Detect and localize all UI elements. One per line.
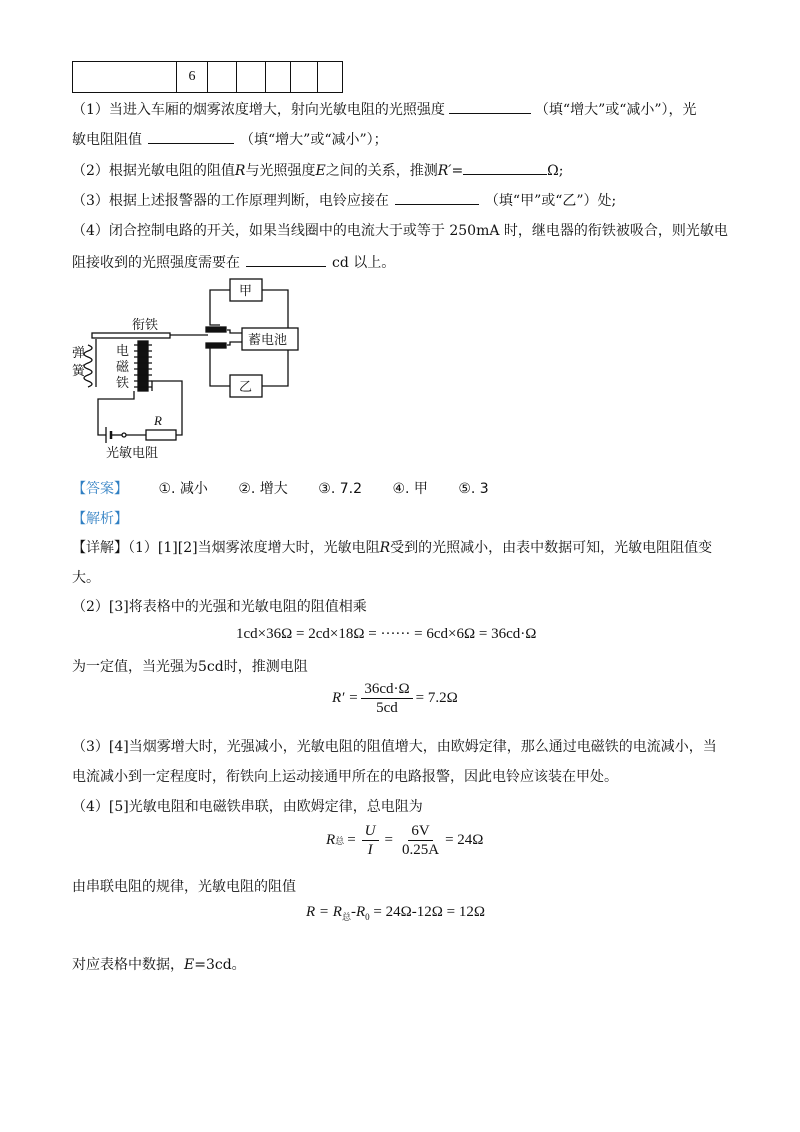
contact-lower xyxy=(206,343,226,348)
equation-1: 1cd×36Ω = 2cd×18Ω = ······ = 6cd×6Ω = 36cd·Ω xyxy=(236,626,537,642)
wire-top-left xyxy=(210,290,230,325)
q1-blank-1[interactable] xyxy=(449,99,531,114)
label-photoresistor: 光敏电阻 xyxy=(106,446,159,461)
answer-line xyxy=(72,478,489,500)
switch-contact xyxy=(122,433,126,437)
answer-item-2: ②. 增大 xyxy=(238,481,288,497)
detail-p2: （2）[3]将表格中的光强和光敏电阻的阻值相乘 xyxy=(72,599,367,615)
label-R: R xyxy=(154,413,162,428)
detail-p4: （4）[5]光敏电阻和电磁铁串联，由欧姆定律，总电阻为 xyxy=(72,799,423,815)
table-cell xyxy=(318,62,343,93)
table-header-cell xyxy=(73,62,177,93)
q3-line: （3）根据上述报警器的工作原理判断，电铃应接在 （填“甲”或“乙”）处; xyxy=(72,190,616,212)
table-cell xyxy=(237,62,266,93)
analysis-label: 【解析】 xyxy=(72,511,128,527)
wire-top-right xyxy=(262,290,288,328)
equation-2: R′ = $\frac{36cd\cdot\Omega}{5cd}$ = 7.2Ω xyxy=(332,681,458,716)
q4-line2: 阻接收到的光照强度需要在 cd 以上。 xyxy=(72,252,395,274)
wire-bottom-right xyxy=(262,350,288,386)
answer-item-3: ③. 7.2 xyxy=(318,481,362,497)
label-spring-1: 弹 xyxy=(72,346,86,361)
answer-label: 【答案】 xyxy=(72,481,128,497)
q4-line1: （4）闭合控制电路的开关，如果当线圈中的电流大于或等于 250mA 时，继电器的衔铁被吸合，则光敏电 xyxy=(72,223,728,239)
detail-p3b: 电流减小到一定程度时，衔铁向上运动接通甲所在的电路报警，因此电铃应该装在甲处。 xyxy=(72,769,618,785)
q1-line1: （1）当进入车厢的烟雾浓度增大，射向光敏电阻的光照强度 （填“增大”或“减小”），光 xyxy=(72,99,697,121)
detail-p6: 对应表格中数据，E=3cd。 xyxy=(72,957,246,973)
photoresistor xyxy=(146,430,176,440)
wire-battery-b xyxy=(227,342,242,345)
q2-line: （2）根据光敏电阻的阻值R与光照强度E之间的关系，推测R′= Ω; xyxy=(72,160,564,182)
label-yi: 乙 xyxy=(239,380,253,395)
answer-item-1: ①. 减小 xyxy=(158,481,208,497)
spring xyxy=(84,345,92,387)
contact-upper xyxy=(206,327,226,332)
q1-line2: 敏电阻阻值 （填“增大”或“减小”）； xyxy=(72,129,388,151)
detail-p2b: 为一定值，当光强为5cd时，推测电阻 xyxy=(72,659,308,675)
answer-item-4: ④. 甲 xyxy=(392,481,428,497)
table-cell xyxy=(291,62,318,93)
armature xyxy=(92,333,170,338)
electromagnet-core xyxy=(138,341,148,391)
light-resistance-table xyxy=(72,61,343,93)
label-armature: 衔铁 xyxy=(132,318,159,333)
detail-p5: 由串联电阻的规律，光敏电阻的阻值 xyxy=(72,879,296,895)
label-jia: 甲 xyxy=(239,284,253,299)
q1-blank-2[interactable] xyxy=(148,129,234,144)
label-em-2: 磁 xyxy=(116,360,130,375)
label-battery: 蓄电池 xyxy=(248,333,288,348)
table-cell xyxy=(266,62,291,93)
detail-p1-cont: 大。 xyxy=(72,570,100,586)
q4-blank[interactable] xyxy=(246,252,326,267)
wire-battery-a xyxy=(227,330,242,333)
equation-2-fraction: $\frac{36cd\cdot\Omega}{5cd}$ xyxy=(361,680,412,717)
table-cell xyxy=(208,62,237,93)
wire-control-left xyxy=(98,391,134,435)
q3-blank[interactable] xyxy=(395,190,479,205)
q2-blank[interactable] xyxy=(463,160,547,175)
label-spring-2: 簧 xyxy=(72,364,86,379)
table-cell-value: 6 xyxy=(177,62,208,93)
equation-3: R 总 = $\frac{U}{I}$ = $\frac{6V}{0.25A}$ = 24Ω xyxy=(326,823,484,858)
circuit-diagram xyxy=(70,275,310,465)
detail-p1: 【详解】（1）[1][2]当烟雾浓度增大时，光敏电阻R受到的光照减小，由表中数据可知，光敏电阻阻值变 xyxy=(72,540,713,556)
answer-item-5: ⑤. 3 xyxy=(458,481,489,497)
equation-4: $R = R_总-R_0 = 24\Omega-12\Omega = 12\Omega$ xyxy=(306,904,485,922)
label-em-3: 铁 xyxy=(116,376,130,391)
detail-p3a: （3）[4]当烟雾增大时，光强减小，光敏电阻的阻值增大，由欧姆定律，那么通过电磁铁的电流减小，当 xyxy=(72,739,717,755)
label-em-1: 电 xyxy=(116,344,130,359)
wire-bottom-left xyxy=(210,347,230,386)
